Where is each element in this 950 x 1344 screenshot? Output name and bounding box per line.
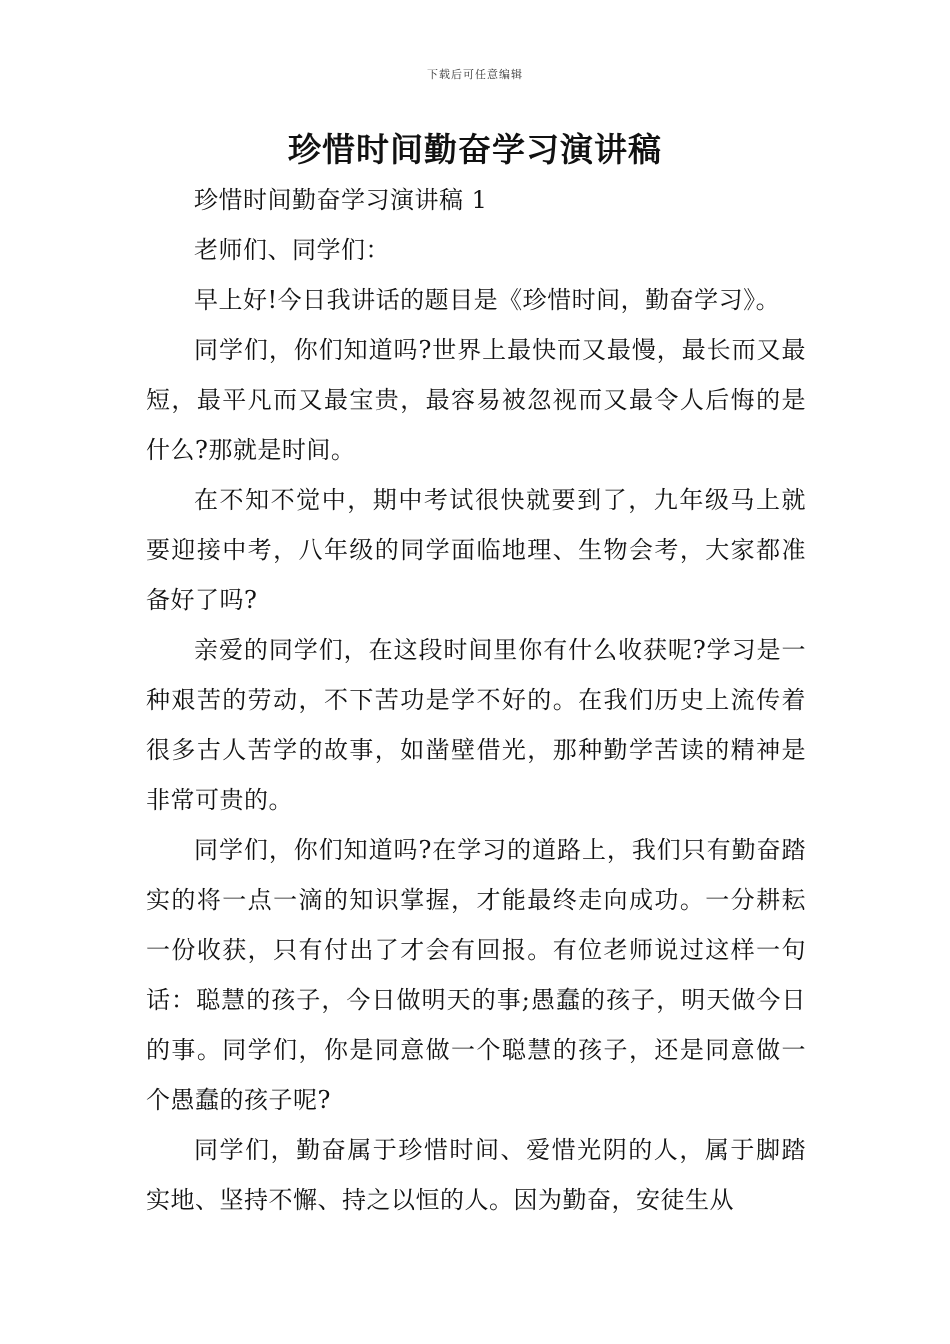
header-note: 下载后可任意编辑 [427,68,523,81]
body-paragraph: 亲爱的同学们，在这段时间里你有什么收获呢?学习是一种艰苦的劳动，不下苦功是学不好的。在我们历史上流传着很多古人苦学的故事，如凿壁借光，那种勤学苦读的精神是非常可贵的。 [146,636,806,814]
body-paragraph: 同学们，勤奋属于珍惜时间、爱惜光阴的人，属于脚踏实地、坚持不懈、持之以恒的人。因为勤奋，安徒生从 [146,1136,806,1214]
body-paragraph: 早上好!今日我讲话的题目是《珍惜时间，勤奋学习》。 [194,286,781,314]
document-title: 珍惜时间勤奋学习演讲稿 [288,130,662,169]
salutation-paragraph: 老师们、同学们： [194,236,390,264]
body-paragraph: 同学们，你们知道吗?在学习的道路上，我们只有勤奋踏实的将一点一滴的知识掌握，才能最终走向成功。一分耕耘一份收获，只有付出了才会有回报。有位老师说过这样一句话：聪慧的孩子，今日做明天的事;愚蠢的孩子，明天做今日的事。同学们，你是同意做一个聪慧的孩子，还是同意做一个愚蠢的孩子呢? [146,836,806,1114]
body-paragraph: 同学们，你们知道吗?世界上最快而又最慢，最长而又最短，最平凡而又最宝贵，最容易被忽视而又最令人后悔的是什么?那就是时间。 [146,336,806,464]
document-body [146,175,806,1225]
subtitle-paragraph: 珍惜时间勤奋学习演讲稿 1 [194,186,488,214]
body-paragraph: 在不知不觉中，期中考试很快就要到了，九年级马上就要迎接中考，八年级的同学面临地理、生物会考，大家都准备好了吗? [146,486,806,614]
